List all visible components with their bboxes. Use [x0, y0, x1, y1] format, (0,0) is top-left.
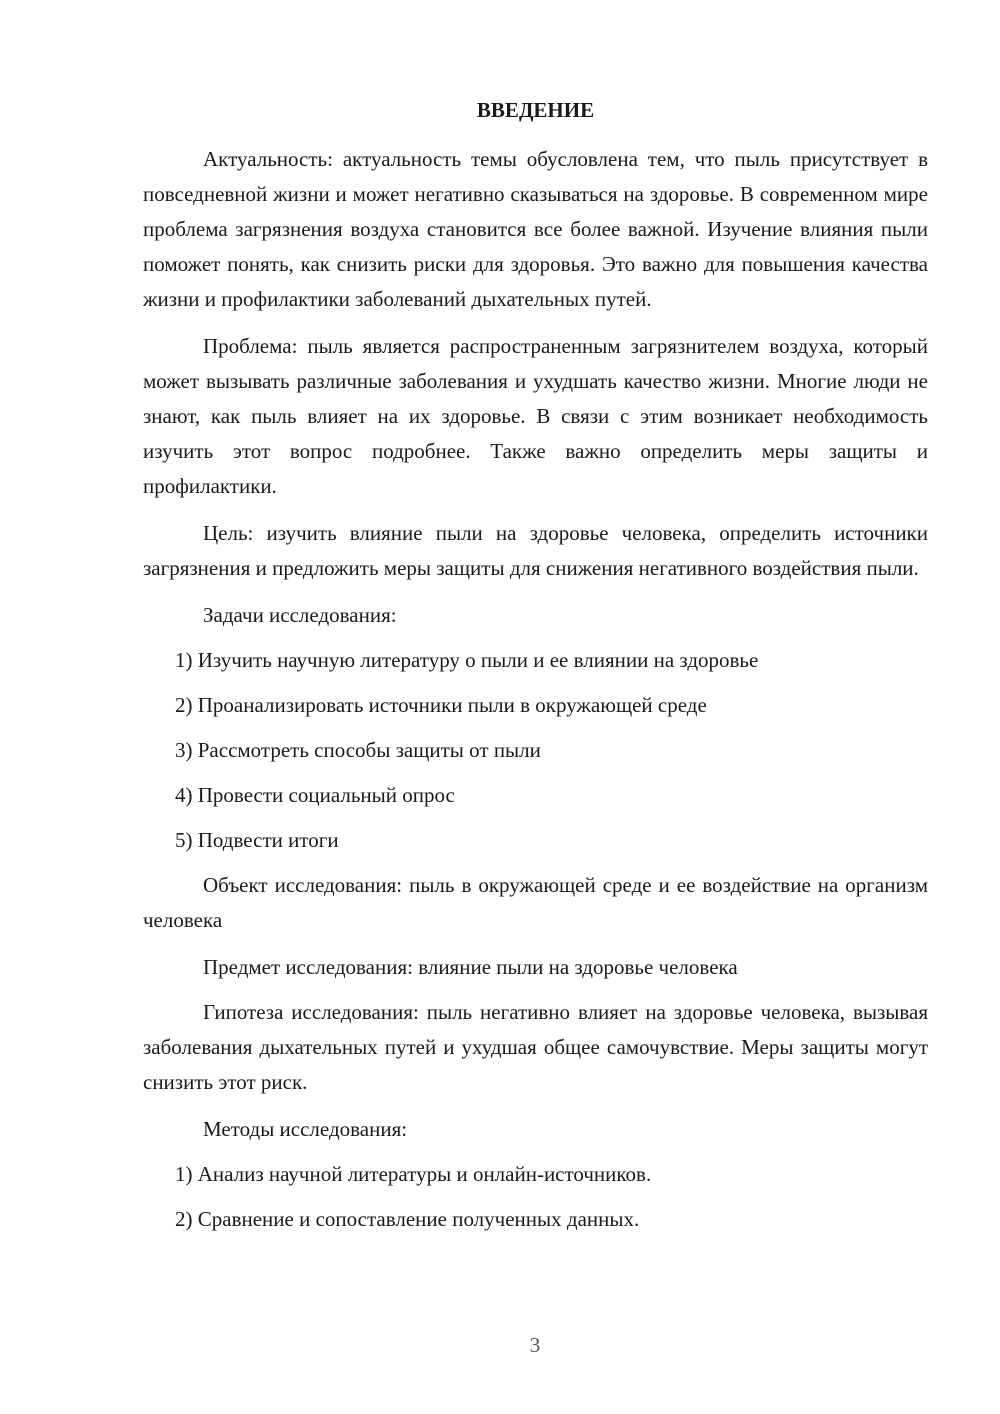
tasks-list	[143, 643, 928, 858]
list-item: 1) Анализ научной литературы и онлайн-источников.	[175, 1162, 652, 1186]
methods-list	[143, 1157, 928, 1237]
list-item: 1) Изучить научную литературу о пыли и ее влиянии на здоровье	[175, 648, 759, 672]
page-content	[143, 96, 928, 1247]
object-paragraph: Объект исследования: пыль в окружающей среде и ее воздействие на организм человека	[143, 873, 928, 932]
subject-paragraph: Предмет исследования: влияние пыли на здоровье человека	[203, 955, 738, 979]
methods-heading: Методы исследования:	[203, 1117, 408, 1141]
goal-paragraph: Цель: изучить влияние пыли на здоровье человека, определить источники загрязнения и предложить меры защиты для снижения негативного воздействия пыли.	[143, 521, 928, 580]
section-title: ВВЕДЕНИЕ	[476, 98, 595, 122]
relevance-paragraph: Актуальность: актуальность темы обусловлена тем, что пыль присутствует в повседневной жизни и может негативно сказываться на здоровье. В современном мире проблема загрязнения воздуха становится все более важной. Изучение влияния пыли поможет понять, как снизить риски для здоровья. Это важно для повышения качества жизни и профилактики заболеваний дыхательных путей.	[143, 147, 928, 311]
list-item: 2) Сравнение и сопоставление полученных данных.	[175, 1207, 640, 1231]
hypothesis-paragraph: Гипотеза исследования: пыль негативно влияет на здоровье человека, вызывая заболевания дыхательных путей и ухудшая общее самочувствие. Меры защиты могут снизить этот риск.	[143, 1000, 928, 1094]
page-number: 3	[529, 1333, 541, 1357]
list-item: 3) Рассмотреть способы защиты от пыли	[175, 738, 541, 762]
list-item: 2) Проанализировать источники пыли в окружающей среде	[175, 693, 707, 717]
problem-paragraph: Проблема: пыль является распространенным загрязнителем воздуха, который может вызывать различные заболевания и ухудшать качество жизни. Многие люди не знают, как пыль влияет на их здоровье. В связи с этим возникает необходимость изучить этот вопрос подробнее. Также важно определить меры защиты и профилактики.	[143, 334, 928, 498]
list-item: 4) Провести социальный опрос	[175, 783, 455, 807]
list-item: 5) Подвести итоги	[175, 828, 339, 852]
tasks-heading: Задачи исследования:	[203, 603, 397, 627]
